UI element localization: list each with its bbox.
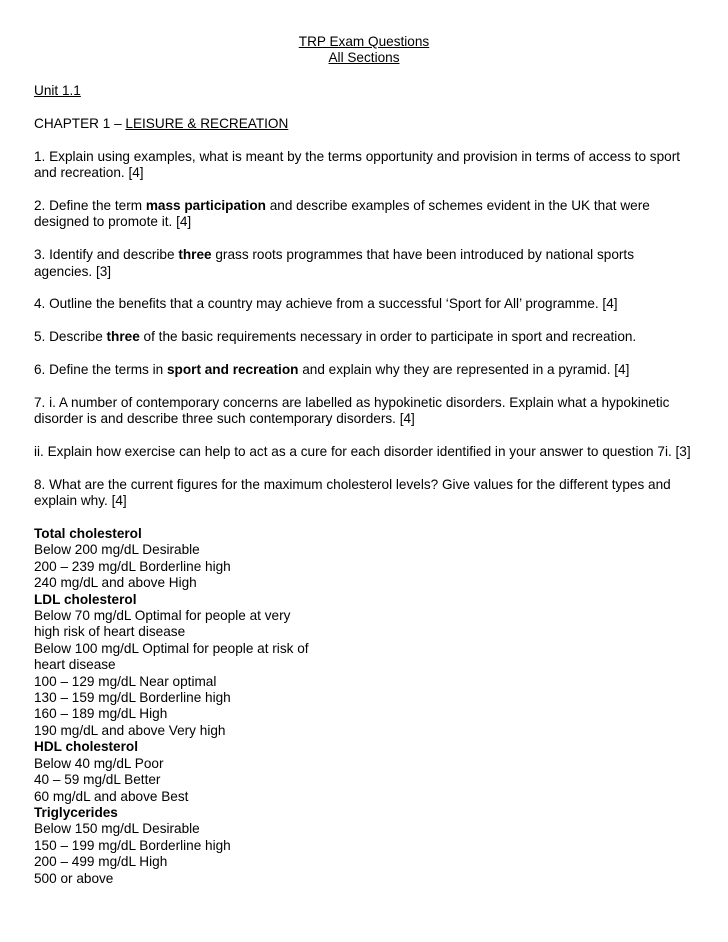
total-cholesterol-heading xyxy=(34,526,694,542)
list-item: 160 – 189 mg/dL High xyxy=(34,706,168,722)
chapter-prefix: CHAPTER 1 – xyxy=(34,116,126,131)
question-4: 4. Outline the benefits that a country may achieve from a successful ‘Sport for All’ programme. [4] xyxy=(34,296,618,312)
list-item: high risk of heart disease xyxy=(34,624,186,640)
list-item: 500 or above xyxy=(34,870,114,886)
question-2 xyxy=(34,198,694,231)
question-5 xyxy=(34,329,694,345)
q5-before: 5. Describe xyxy=(34,329,107,345)
question-7i: 7. i. A number of contemporary concerns are labelled as hypokinetic disorders. Explain what a hypokinetic disorder is and describe three such contemporary disorders. [4] xyxy=(34,394,670,427)
list-item: 240 mg/dL and above High xyxy=(34,575,197,591)
question-8: 8. What are the current figures for the maximum cholesterol levels? Give values for the different types and explain why. [4] xyxy=(34,476,671,509)
document-subtitle xyxy=(34,50,694,66)
unit-text: Unit 1.1 xyxy=(34,83,81,99)
hdl-cholesterol-heading xyxy=(34,739,694,755)
list-item: 190 mg/dL and above Very high xyxy=(34,722,226,738)
list-item: 150 – 199 mg/dL Borderline high xyxy=(34,837,231,853)
total-heading-text: Total cholesterol xyxy=(34,526,142,541)
list-item: 130 – 159 mg/dL Borderline high xyxy=(34,690,231,706)
q3-after: grass roots programmes that have been introduced by national sports agencies. [3] xyxy=(34,247,634,279)
list-item: 200 – 499 mg/dL High xyxy=(34,854,168,870)
hdl-heading-text: HDL cholesterol xyxy=(34,739,138,755)
q3-bold: three xyxy=(178,247,212,263)
list-item: Below 40 mg/dL Poor xyxy=(34,755,164,771)
chapter-name: LEISURE & RECREATION xyxy=(125,116,289,131)
question-1: 1. Explain using examples, what is meant by the terms opportunity and provision in terms of access to sport and recreation. [4] xyxy=(34,148,681,181)
q2-after: and describe examples of schemes evident in the UK that were designed to promote it. [4] xyxy=(34,198,650,230)
unit-heading xyxy=(34,83,694,99)
q6-bold: sport and recreation xyxy=(166,362,299,377)
list-item: Below 100 mg/dL Optimal for people at risk of xyxy=(34,640,309,656)
q5-after: of the basic requirements necessary in order to participate in sport and recreation. xyxy=(139,329,637,345)
list-item: heart disease xyxy=(34,657,116,673)
list-item: Below 150 mg/dL Desirable xyxy=(34,821,200,837)
subtitle-text: All Sections xyxy=(328,50,400,66)
ldl-heading-text: LDL cholesterol xyxy=(34,591,137,607)
list-item: Below 200 mg/dL Desirable xyxy=(34,542,200,558)
q2-bold: mass participation xyxy=(145,198,266,213)
list-item: 200 – 239 mg/dL Borderline high xyxy=(34,558,231,574)
q5-bold: three xyxy=(106,329,140,345)
list-item: Below 70 mg/dL Optimal for people at very xyxy=(34,608,291,624)
title-text: TRP Exam Questions xyxy=(298,34,430,49)
document-page xyxy=(34,34,694,887)
cholesterol-list xyxy=(34,526,694,887)
tri-heading-text: Triglycerides xyxy=(34,804,118,820)
q6-after: and explain why they are represented in a pyramid. [4] xyxy=(298,362,630,377)
question-7ii: ii. Explain how exercise can help to act as a cure for each disorder identified in your answer to question 7i. [3] xyxy=(34,444,691,459)
ldl-cholesterol-heading xyxy=(34,592,694,608)
list-item: 40 – 59 mg/dL Better xyxy=(34,772,161,788)
q6-before: 6. Define the terms in xyxy=(34,362,167,377)
question-3 xyxy=(34,247,694,280)
document-title xyxy=(34,34,694,50)
question-6 xyxy=(34,362,694,378)
list-item: 100 – 129 mg/dL Near optimal xyxy=(34,673,217,689)
chapter-heading xyxy=(34,116,694,132)
triglycerides-heading xyxy=(34,805,694,821)
list-item: 60 mg/dL and above Best xyxy=(34,788,189,804)
q3-before: 3. Identify and describe xyxy=(34,247,179,263)
q2-before: 2. Define the term xyxy=(34,198,146,213)
